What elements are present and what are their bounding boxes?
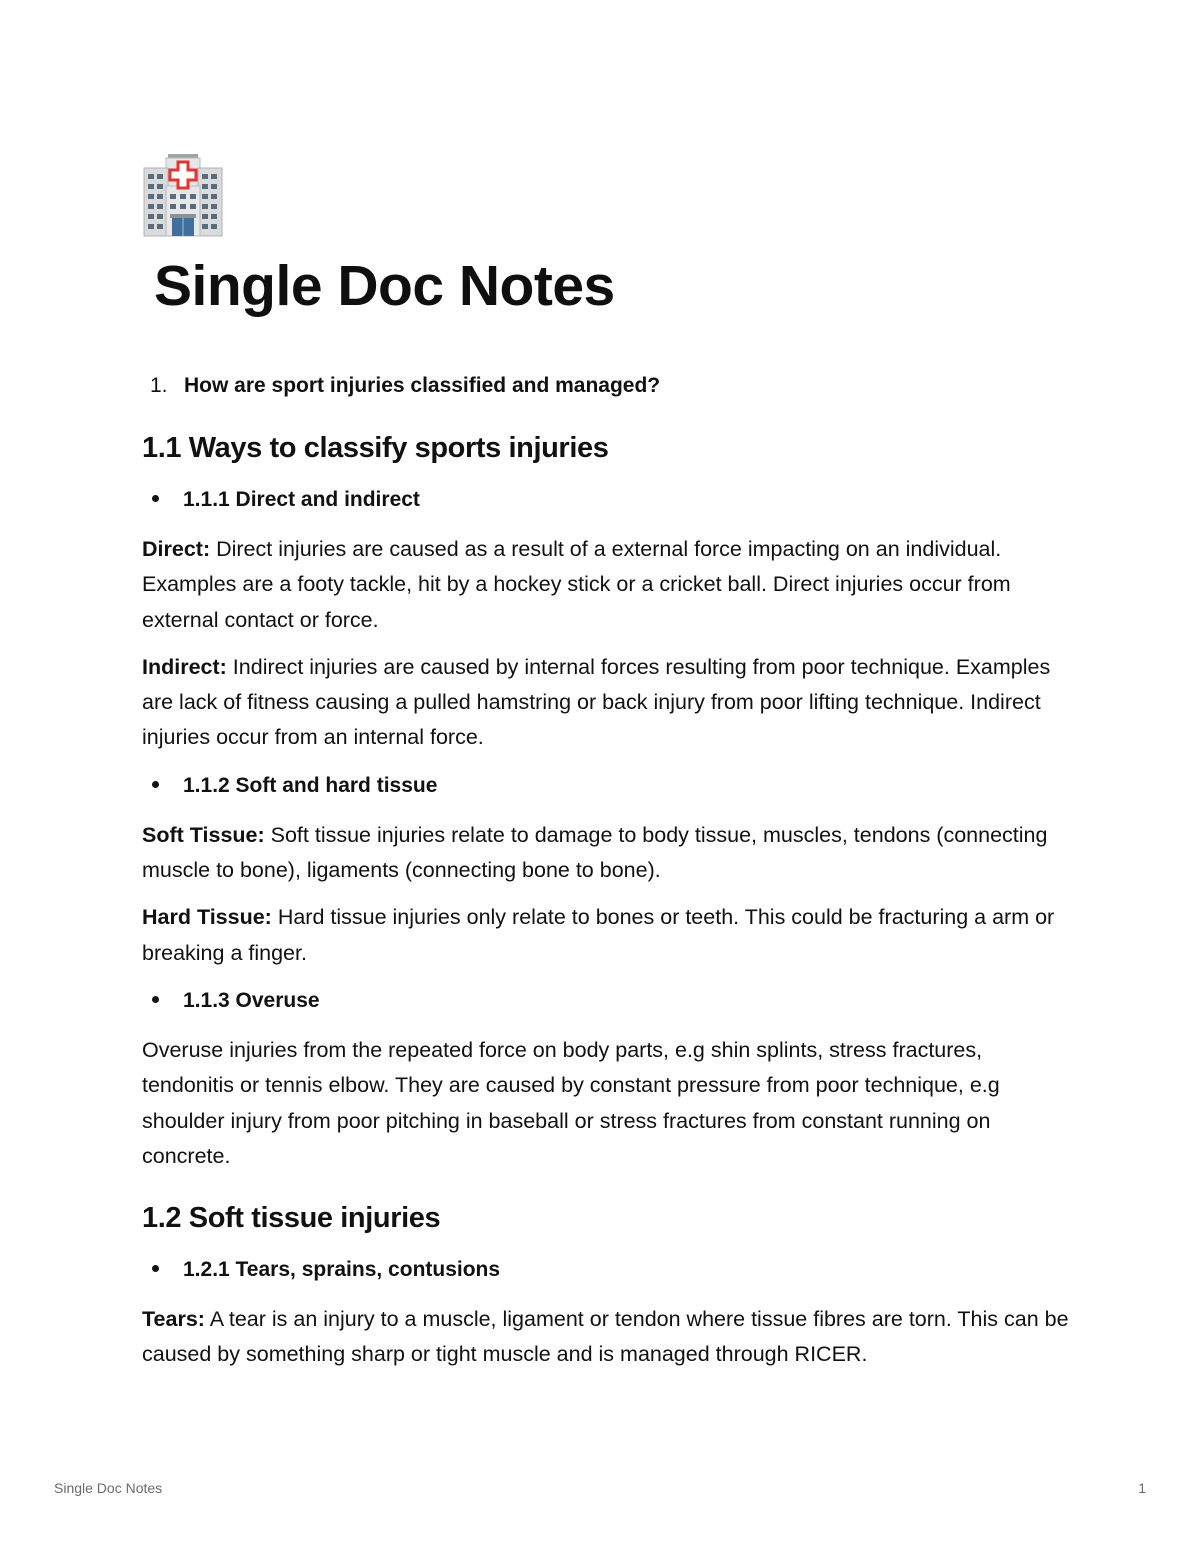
subsection-title	[152, 482, 1072, 518]
subsection-title-text: 1.2.1 Tears, sprains, contusions	[183, 1258, 501, 1282]
paragraph-text: Indirect injuries are caused by internal forces resulting from poor technique. Examples are lack of fitness causing a pulled hamstring or back injury from poor lifting technique. Indirect injuries occur from an internal force.	[142, 654, 1051, 750]
paragraph	[142, 1033, 1072, 1174]
paragraph-text: Soft tissue injuries relate to damage to body tissue, muscles, tendons (connecting muscle to bone), ligaments (connecting bone to bone).	[142, 822, 1048, 883]
paragraph-label: Hard Tissue:	[142, 905, 272, 930]
subsection-title-text: 1.1.1 Direct and indirect	[183, 488, 420, 511]
paragraph	[142, 900, 1072, 971]
paragraph	[142, 818, 1072, 889]
page-title: Single Doc Notes	[154, 254, 615, 318]
paragraph-label: Direct:	[142, 537, 211, 561]
paragraph-label: Soft Tissue:	[142, 822, 265, 847]
paragraph	[142, 1302, 1072, 1373]
subsection-title	[152, 768, 1072, 804]
subsection-title	[152, 1252, 1072, 1288]
paragraph-text: Hard tissue injuries only relate to bones or teeth. This could be fracturing a arm or breaking a finger.	[142, 905, 1055, 965]
paragraph-label: Indirect:	[142, 654, 227, 679]
footer-title: Single Doc Notes	[54, 1480, 163, 1496]
bullet-dot	[152, 996, 159, 1003]
hospital-icon	[142, 152, 224, 238]
bullet-dot	[152, 781, 159, 788]
paragraph-text: A tear is an injury to a muscle, ligament or tendon where tissue fibres are torn. This can be caused by something sharp or tight muscle and is managed through RICER.	[142, 1307, 1069, 1367]
paragraph	[142, 532, 1072, 638]
section-heading: 1.1 Ways to classify sports injuries	[142, 432, 609, 464]
section-heading: 1.2 Soft tissue injuries	[142, 1202, 441, 1235]
subsection-title-text: 1.1.3 Overuse	[183, 988, 320, 1012]
subsection-title-text: 1.1.2 Soft and hard tissue	[183, 773, 438, 797]
paragraph	[142, 650, 1072, 756]
bullet-dot	[152, 1265, 159, 1272]
question-number: 1.	[150, 374, 168, 397]
paragraph-text: Direct injuries are caused as a result of a external force impacting on an individual. Examples are a footy tackle, hit by a hockey stick or a cricket ball. Direct injuries occur from external contact or force.	[142, 537, 1011, 632]
numbered-question	[150, 368, 1072, 404]
bullet-dot	[152, 495, 159, 502]
paragraph-label: Tears:	[142, 1307, 205, 1332]
question-text: How are sport injuries classified and managed?	[184, 374, 661, 397]
document-body	[142, 368, 1072, 1385]
paragraph-text: Overuse injuries from the repeated force on body parts, e.g shin splints, stress fractures, tendonitis or tennis elbow. They are caused by constant pressure from poor technique, e.g shoulder injury from poor pitching in baseball or stress fractures from constant running on concrete.	[142, 1037, 1000, 1168]
subsection-title	[152, 983, 1072, 1019]
footer-page-number: 1	[1138, 1480, 1146, 1496]
